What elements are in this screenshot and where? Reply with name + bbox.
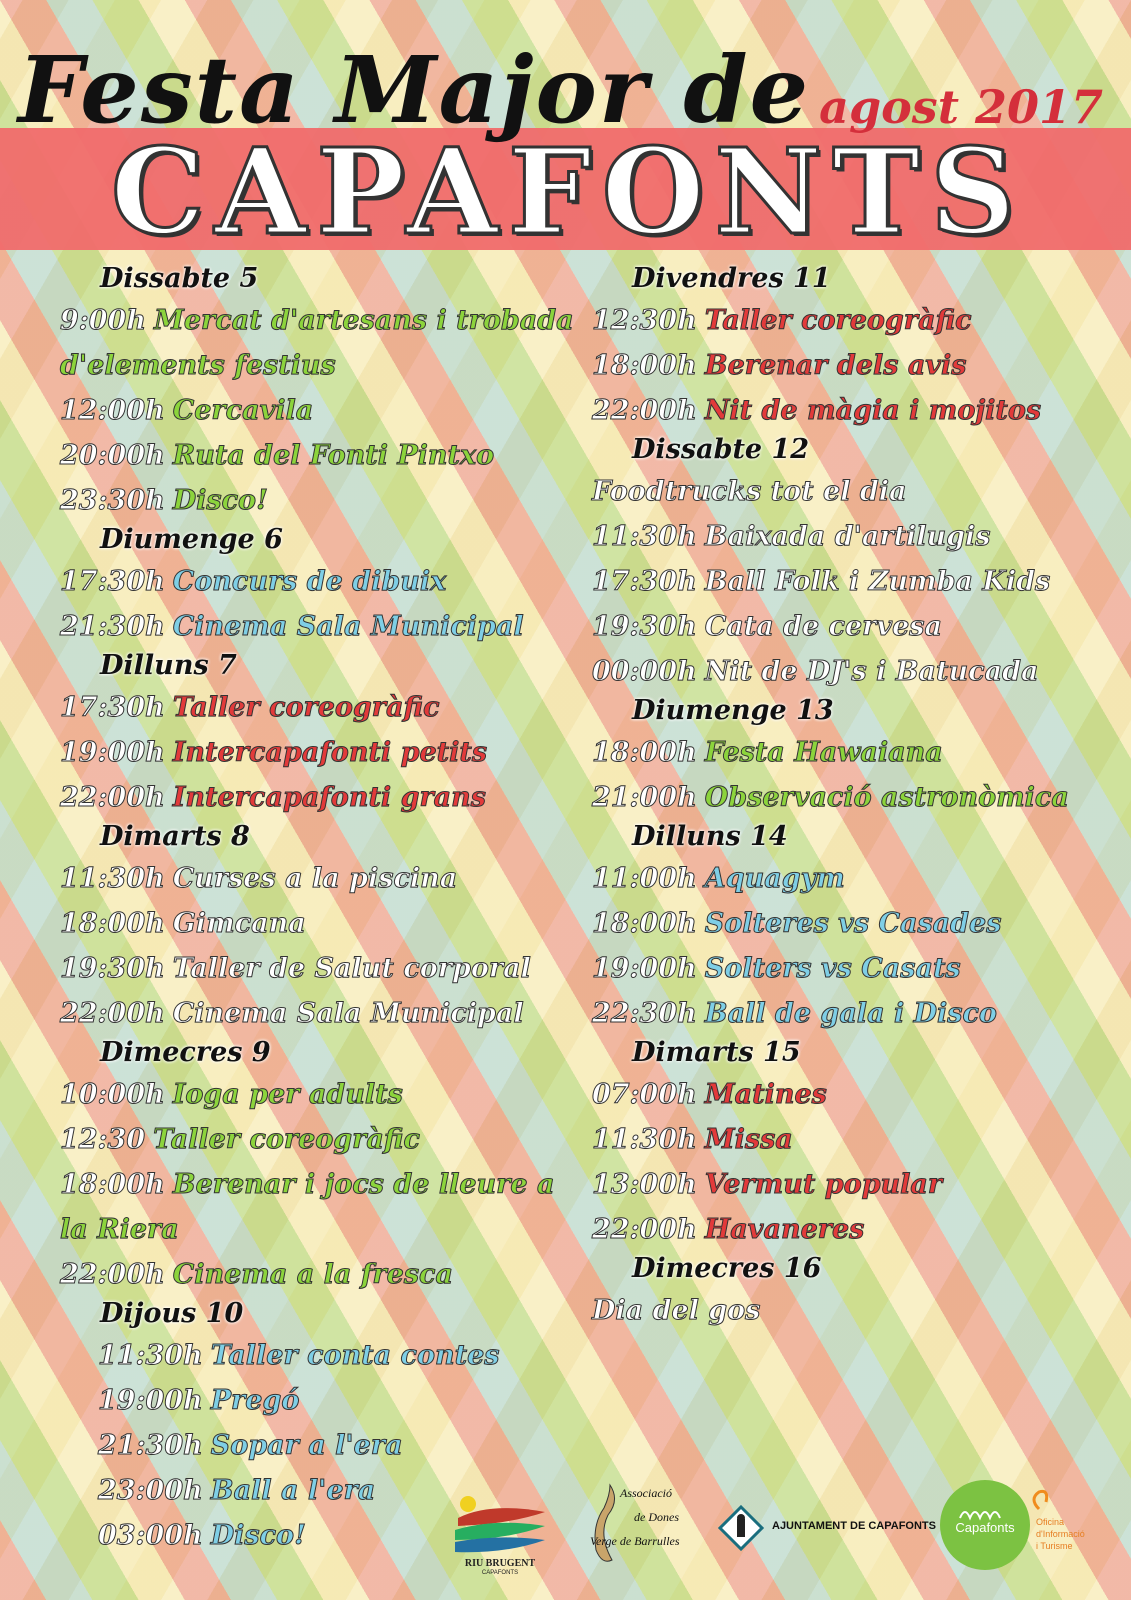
event-row [60, 1207, 580, 1252]
event-time: 07:00h [592, 1079, 697, 1110]
day-heading: Dimecres 9 [100, 1037, 271, 1068]
event-time: 18:00h [592, 908, 697, 939]
event-time: 21:30h [60, 611, 165, 642]
event-row [60, 1072, 580, 1117]
oficina-turisme-logo [940, 1480, 1130, 1595]
event-row [60, 298, 580, 343]
event-name: Curses a la piscina [172, 863, 458, 894]
event-row [60, 388, 580, 433]
event-name: Havaneres [704, 1214, 865, 1245]
event-row [60, 901, 580, 946]
event-row [592, 775, 1112, 820]
day-heading: Dilluns 14 [632, 821, 788, 852]
event-time: 03:00h [98, 1520, 203, 1551]
event-time: 22:30h [592, 998, 697, 1029]
event-name: Ioga per adults [172, 1079, 403, 1110]
event-time: 21:30h [98, 1430, 203, 1461]
day-heading: Diumenge 13 [632, 695, 834, 726]
event-time: 11:30h [592, 1124, 697, 1155]
capafonts-badge-label: Capafonts [955, 1520, 1015, 1535]
event-row [60, 559, 580, 604]
dones-line2: de Dones [634, 1510, 679, 1524]
event-time: 18:00h [592, 737, 697, 768]
event-name: Taller coreogràfic [153, 1124, 420, 1155]
event-name: Intercapafonti grans [172, 782, 487, 813]
event-time: 12:30 [60, 1124, 146, 1155]
event-time: 10:00h [60, 1079, 165, 1110]
event-time: 22:00h [60, 782, 165, 813]
day-heading: Dilluns 7 [100, 650, 237, 681]
event-name: Cinema a la fresca [172, 1259, 453, 1290]
day-heading: Dissabte 5 [100, 263, 259, 294]
event-time: 11:30h [592, 521, 697, 552]
event-time: 22:00h [60, 998, 165, 1029]
event-name: Taller coreogràfic [704, 305, 972, 336]
event-row [60, 1252, 580, 1297]
event-row [592, 856, 1112, 901]
oficina-line1: Oficina [1036, 1517, 1065, 1527]
associacio-dones-logo [590, 1480, 710, 1595]
event-row [592, 991, 1112, 1036]
day-heading: Diumenge 6 [100, 524, 283, 555]
event-row [592, 298, 1112, 343]
event-time: 11:30h [60, 863, 165, 894]
event-time: 19:00h [98, 1385, 203, 1416]
coat-of-arms-icon [718, 1505, 764, 1551]
event-name: Ball de gala i Disco [704, 998, 997, 1029]
event-row [592, 1288, 1112, 1333]
event-name: Missa [704, 1124, 793, 1155]
event-name: Pregó [210, 1385, 300, 1416]
event-name: d'elements festius [60, 350, 336, 381]
event-name: Disco! [210, 1520, 306, 1551]
event-name: Matines [704, 1079, 827, 1110]
riu-brugent-logo [450, 1490, 550, 1590]
event-row [60, 433, 580, 478]
event-row [592, 343, 1112, 388]
event-row [592, 946, 1112, 991]
event-name: Dia del gos [592, 1295, 761, 1326]
oficina-label [1036, 1516, 1085, 1552]
event-row [60, 1378, 580, 1423]
event-row [592, 901, 1112, 946]
event-time: 19:30h [592, 611, 697, 642]
event-time: 22:00h [592, 1214, 697, 1245]
event-row [60, 685, 580, 730]
event-row [592, 604, 1112, 649]
event-name: Baixada d'artilugis [704, 521, 991, 552]
spiral-icon [1024, 1484, 1054, 1514]
event-name: Ball a l'era [210, 1475, 376, 1506]
event-name: Concurs de dibuix [172, 566, 447, 597]
event-row [592, 1117, 1112, 1162]
event-row [60, 856, 580, 901]
event-row [592, 1207, 1112, 1252]
event-name: Vermut popular [704, 1169, 943, 1200]
event-name: Nit de màgia i mojitos [704, 395, 1042, 426]
event-time: 00:00h [592, 656, 697, 687]
day-heading: Dimecres 16 [632, 1253, 822, 1284]
event-time: 19:00h [592, 953, 697, 984]
sponsor-logos [450, 1480, 1130, 1595]
event-name: Solters vs Casats [704, 953, 961, 984]
event-name: Cata de cervesa [704, 611, 942, 642]
dones-line3: Verge de Barrulles [590, 1534, 680, 1548]
event-time: 13:00h [592, 1169, 697, 1200]
event-name: Taller conta contes [210, 1340, 500, 1371]
schedule-left-column [60, 262, 580, 1558]
oficina-line2: d'Informació [1036, 1529, 1085, 1539]
event-time: 11:00h [592, 863, 697, 894]
event-row [60, 775, 580, 820]
event-time: 23:00h [98, 1475, 203, 1506]
event-time: 17:30h [60, 692, 165, 723]
event-time: 22:00h [592, 395, 697, 426]
event-row [592, 559, 1112, 604]
riu-brugent-sublabel: CAPAFONTS [481, 1570, 519, 1576]
event-row [592, 514, 1112, 559]
schedule-right-column [592, 262, 1112, 1333]
event-time: 23:30h [60, 485, 165, 516]
event-row [60, 1333, 580, 1378]
event-row [60, 1423, 580, 1468]
event-name: Festa Hawaiana [704, 737, 943, 768]
river-icon [450, 1490, 550, 1560]
event-row [60, 1117, 580, 1162]
event-name: Cercavila [172, 395, 314, 426]
event-row [592, 649, 1112, 694]
day-heading: Dimarts 15 [632, 1037, 801, 1068]
event-name: Solteres vs Casades [704, 908, 1002, 939]
event-name: Taller de Salut corporal [172, 953, 531, 984]
event-name: Nit de DJ's i Batucada [704, 656, 1039, 687]
day-heading: Divendres 11 [632, 263, 831, 294]
event-name: Intercapafonti petits [172, 737, 488, 768]
event-name: Cinema Sala Municipal [172, 611, 524, 642]
oficina-line3: i Turisme [1036, 1541, 1073, 1551]
event-time: 12:00h [60, 395, 165, 426]
event-name: Taller coreogràfic [172, 692, 440, 723]
event-name: la Riera [60, 1214, 179, 1245]
event-row [60, 478, 580, 523]
event-time: 19:30h [60, 953, 165, 984]
event-row [592, 1162, 1112, 1207]
event-name: Aquagym [704, 863, 845, 894]
event-name: Observació astronòmica [704, 782, 1069, 813]
dones-line1: Associació [620, 1486, 672, 1500]
event-time: 9:00h [60, 305, 146, 336]
poster-header [0, 0, 1131, 260]
event-name: Gimcana [172, 908, 306, 939]
event-row [60, 343, 580, 388]
ajuntament-label: AJUNTAMENT DE CAPAFONTS [772, 1520, 936, 1532]
event-time: 11:30h [98, 1340, 203, 1371]
event-name: Mercat d'artesans i trobada [153, 305, 574, 336]
event-row [592, 1072, 1112, 1117]
event-time: 20:00h [60, 440, 165, 471]
title-line: Festa Major de [18, 36, 811, 144]
event-row [60, 946, 580, 991]
event-name: Berenar i jocs de lleure a [172, 1169, 555, 1200]
event-name: Disco! [172, 485, 268, 516]
event-time: 19:00h [60, 737, 165, 768]
event-date: agost 2017 [819, 80, 1103, 134]
event-name: Foodtrucks tot el dia [592, 476, 907, 507]
event-row [592, 730, 1112, 775]
event-time: 12:30h [592, 305, 697, 336]
event-name: Ruta del Fonti Pintxo [172, 440, 495, 471]
ajuntament-logo [718, 1505, 938, 1565]
event-time: 21:00h [592, 782, 697, 813]
day-heading: Dissabte 12 [632, 434, 810, 465]
event-time: 18:00h [592, 350, 697, 381]
event-time: 18:00h [60, 1169, 165, 1200]
event-row [592, 469, 1112, 514]
event-time: 22:00h [60, 1259, 165, 1290]
event-name: Ball Folk i Zumba Kids [704, 566, 1051, 597]
day-heading: Dijous 10 [100, 1298, 244, 1329]
riu-brugent-label: RIU BRUGENT [464, 1558, 536, 1569]
town-title: CAPAFONTS [110, 122, 1026, 261]
event-time: 17:30h [592, 566, 697, 597]
day-heading: Dimarts 8 [100, 821, 250, 852]
event-row [60, 1162, 580, 1207]
event-row [60, 604, 580, 649]
event-name: Berenar dels avis [704, 350, 967, 381]
event-row [592, 388, 1112, 433]
event-name: Sopar a l'era [210, 1430, 403, 1461]
event-name: Cinema Sala Municipal [172, 998, 524, 1029]
event-time: 17:30h [60, 566, 165, 597]
event-row [60, 991, 580, 1036]
event-row [60, 730, 580, 775]
event-time: 18:00h [60, 908, 165, 939]
